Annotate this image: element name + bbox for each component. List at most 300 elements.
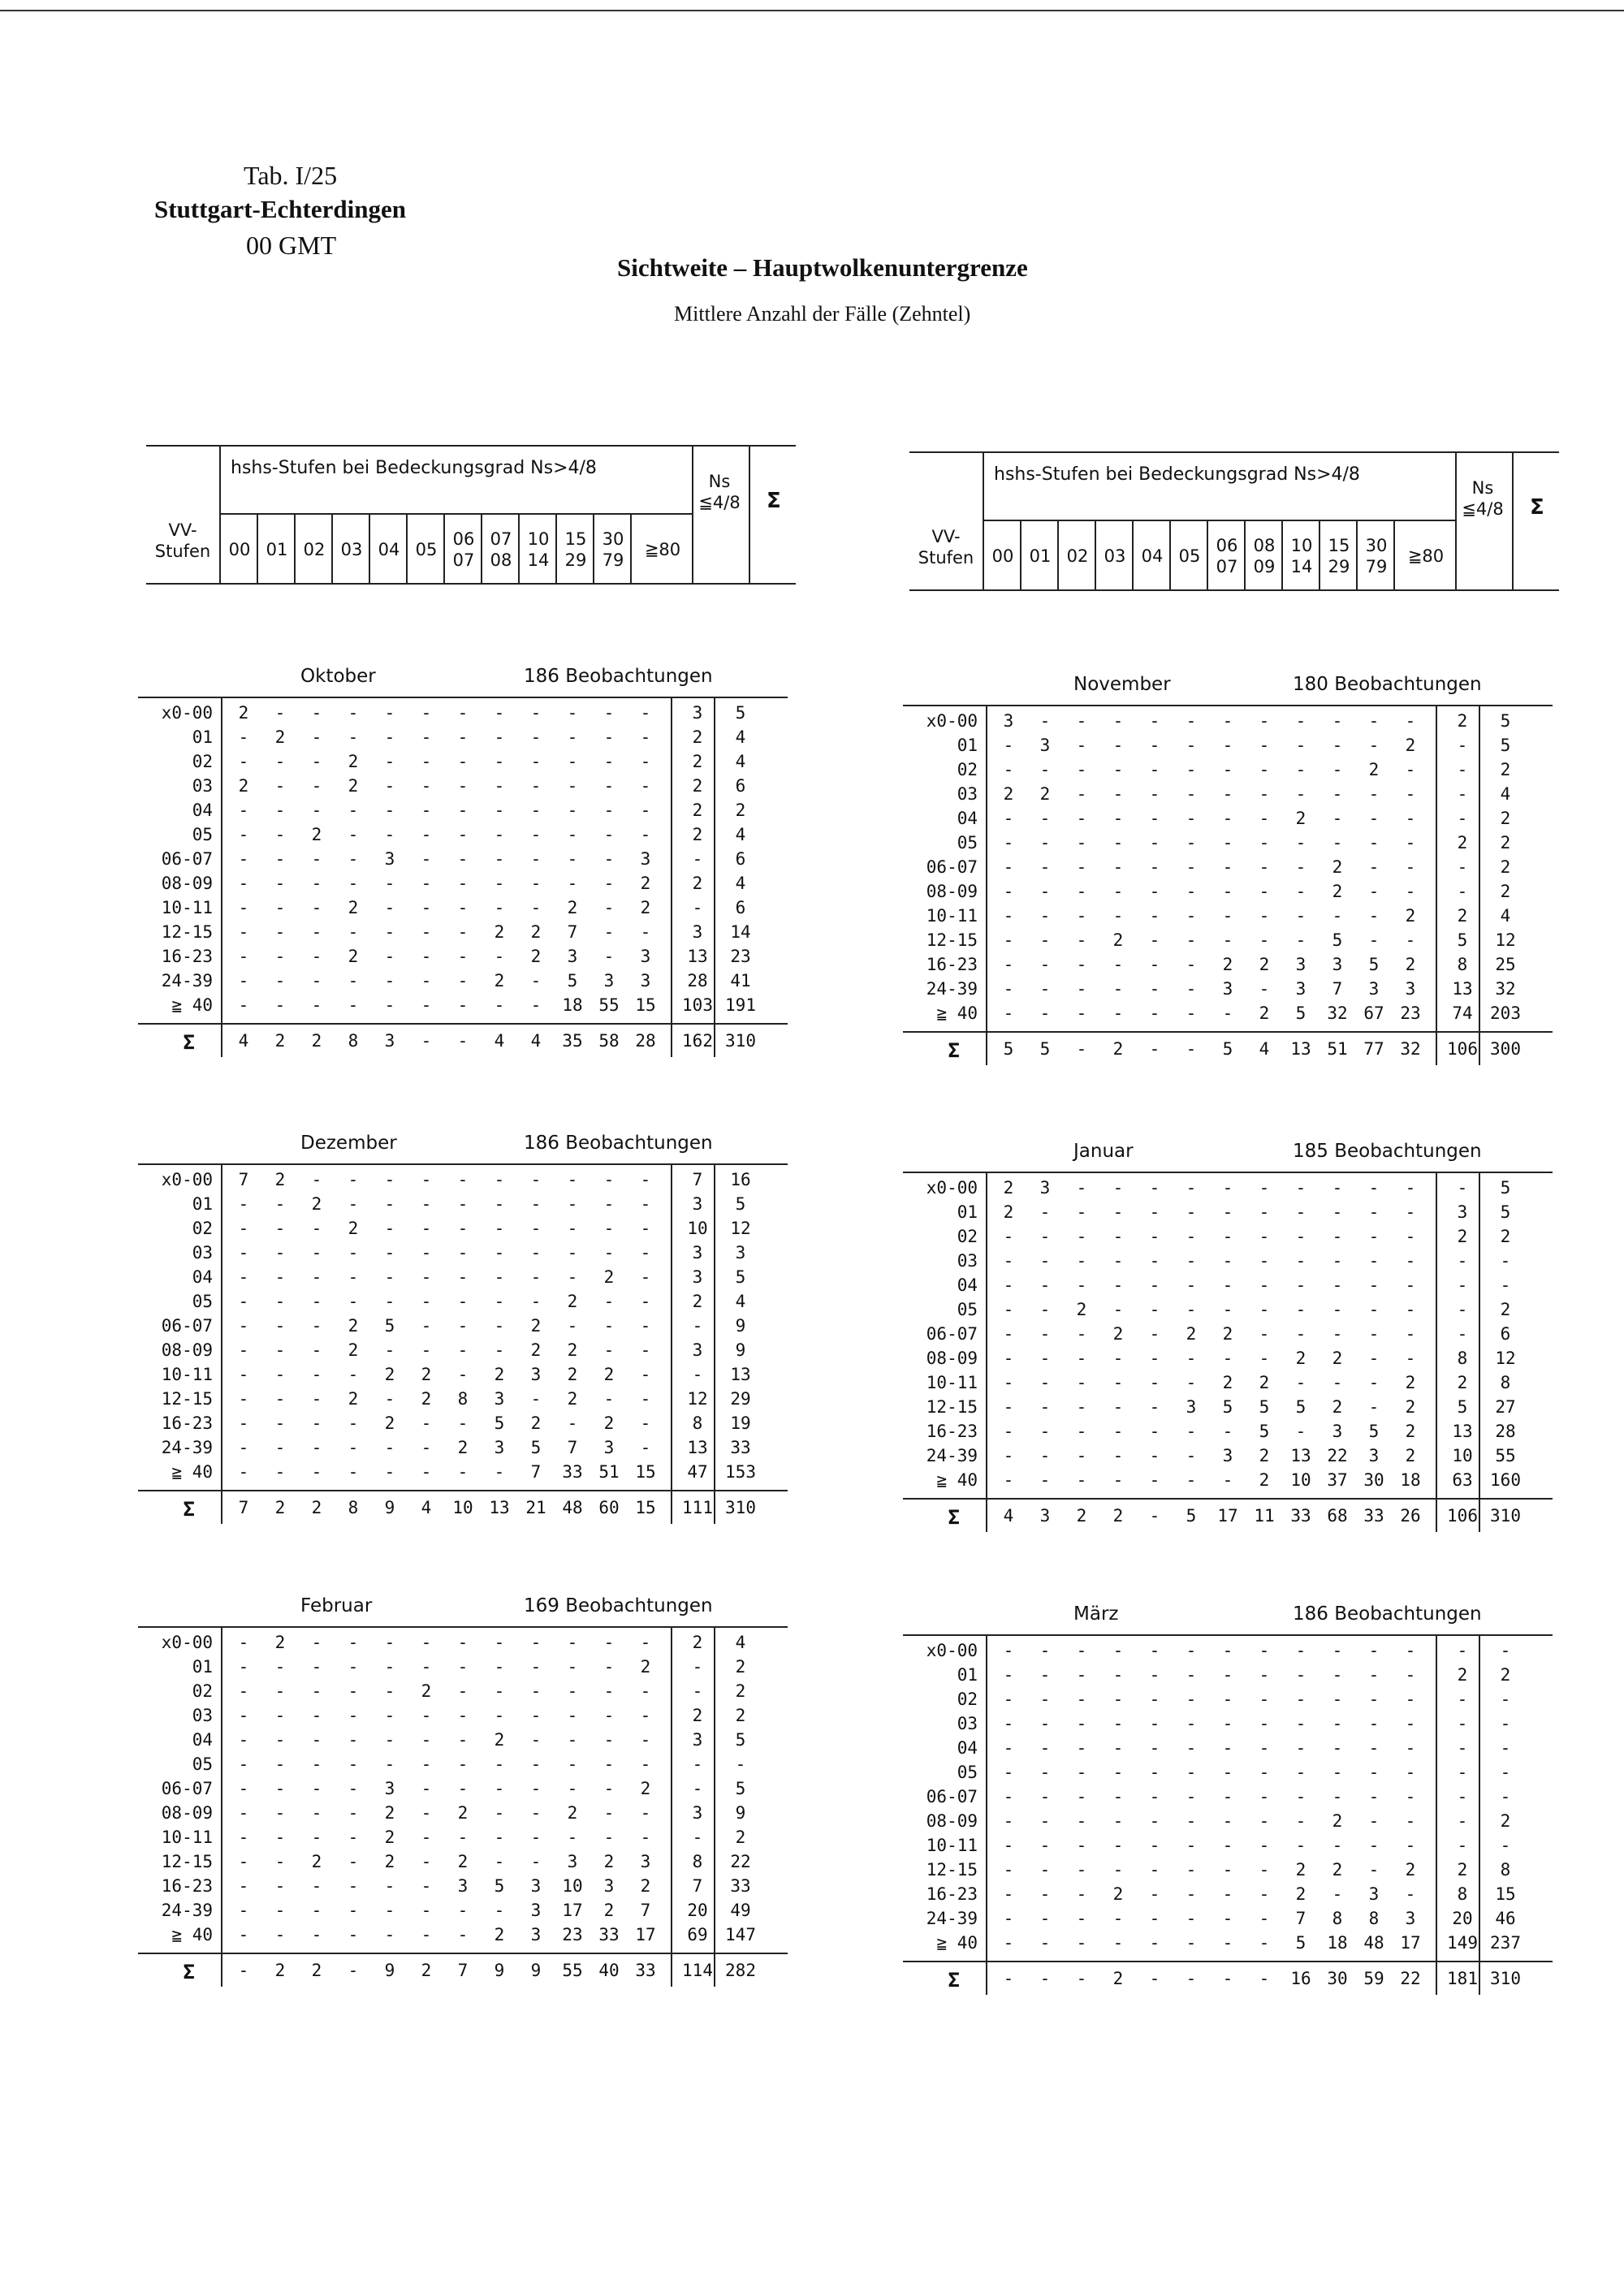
- cell-value: -: [1003, 736, 1014, 755]
- cell-value: -: [640, 1170, 651, 1189]
- cell-value: -: [530, 898, 542, 917]
- cell-value: -: [1003, 1275, 1014, 1295]
- cell-value: -: [384, 1876, 395, 1896]
- row-label: 08-09: [161, 1803, 213, 1823]
- cell-value: -: [1186, 882, 1197, 901]
- cell-value: -: [1186, 1251, 1197, 1271]
- cell-value: -: [421, 1316, 432, 1336]
- cell-value: 2: [1457, 1860, 1468, 1880]
- sum-value: 3: [1039, 1506, 1051, 1526]
- cell-value: -: [494, 1803, 505, 1823]
- table-row: [138, 1194, 788, 1219]
- table-top-rule: [903, 1634, 1553, 1636]
- cell-value: 18: [1400, 1470, 1421, 1490]
- cell-value: 5: [1332, 930, 1343, 950]
- cell-value: 2: [311, 1852, 322, 1871]
- table-row: [138, 874, 788, 898]
- row-label: x0-00: [161, 1170, 213, 1189]
- cell-value: -: [494, 995, 505, 1015]
- cell-value: 2: [1457, 1373, 1468, 1392]
- cell-value: 10: [562, 1876, 583, 1896]
- cell-value: -: [1186, 1738, 1197, 1758]
- cell-value: -: [1186, 1446, 1197, 1465]
- cell-value: -: [1457, 1251, 1468, 1271]
- cell-value: -: [1368, 857, 1380, 877]
- cell-value: -: [1186, 1690, 1197, 1709]
- cell-value: -: [1076, 833, 1087, 852]
- cell-value: -: [348, 922, 359, 942]
- month-table-2: [138, 1133, 780, 1539]
- table-row: [903, 1373, 1553, 1397]
- cell-value: -: [640, 1803, 651, 1823]
- cell-value: 3: [1457, 1202, 1468, 1222]
- row-label: x0-00: [161, 1633, 213, 1652]
- cell-value: -: [1186, 1909, 1197, 1928]
- sum-value: 5: [1222, 1039, 1233, 1059]
- sum-value: 2: [1112, 1969, 1124, 1988]
- cell-value: 4: [1500, 906, 1511, 926]
- cell-value: -: [1222, 1641, 1233, 1660]
- row-label: 12-15: [926, 1860, 978, 1880]
- cell-value: -: [1295, 1227, 1307, 1246]
- cell-value: -: [421, 1730, 432, 1750]
- cell-value: -: [1003, 955, 1014, 974]
- cell-value: -: [1259, 711, 1270, 731]
- cell-value: 5: [530, 1438, 542, 1457]
- level-cell-10: 30 79: [1356, 521, 1395, 591]
- cell-value: -: [1149, 784, 1160, 804]
- sum-value: 2: [1112, 1506, 1124, 1526]
- cell-value: -: [1332, 1665, 1343, 1685]
- cell-value: -: [1039, 711, 1051, 731]
- cell-value: -: [384, 1901, 395, 1920]
- cell-value: -: [457, 1170, 469, 1189]
- month-table-4: [138, 1595, 780, 2001]
- cell-value: -: [384, 1925, 395, 1944]
- cell-value: -: [1222, 1738, 1233, 1758]
- cell-value: -: [1500, 1275, 1511, 1295]
- sum-value: 15: [635, 1498, 656, 1517]
- cell-value: -: [1368, 1665, 1380, 1685]
- cell-value: -: [1186, 736, 1197, 755]
- cell-value: -: [1457, 736, 1468, 755]
- cell-value: -: [1259, 906, 1270, 926]
- cell-value: 2: [494, 1925, 505, 1944]
- cell-value: -: [311, 703, 322, 723]
- cell-value: -: [1149, 1909, 1160, 1928]
- cell-value: -: [1149, 1275, 1160, 1295]
- level-cell-5: 05: [406, 515, 445, 585]
- row-label: 10-11: [161, 1828, 213, 1847]
- level-cell-2: 02: [294, 515, 333, 585]
- cell-value: 2: [1295, 1884, 1307, 1904]
- cell-value: 2: [735, 801, 746, 820]
- cell-value: -: [1332, 1738, 1343, 1758]
- table-row: [138, 1730, 788, 1754]
- cell-value: -: [421, 1803, 432, 1823]
- cell-value: -: [457, 947, 469, 966]
- cell-value: -: [1039, 1349, 1051, 1368]
- cell-value: -: [1076, 1251, 1087, 1271]
- cell-value: -: [421, 1267, 432, 1287]
- cell-value: -: [1112, 1422, 1124, 1441]
- cell-value: 2: [494, 1730, 505, 1750]
- cell-value: -: [1039, 1665, 1051, 1685]
- cell-value: 2: [238, 776, 249, 796]
- cell-value: 2: [692, 1633, 703, 1652]
- cell-value: 2: [384, 1852, 395, 1871]
- cell-value: -: [1368, 809, 1380, 828]
- cell-value: 3: [692, 1803, 703, 1823]
- cell-value: 7: [692, 1876, 703, 1896]
- cell-value: 33: [730, 1876, 751, 1896]
- cell-value: -: [603, 776, 615, 796]
- cell-value: -: [457, 1730, 469, 1750]
- cell-value: -: [567, 703, 578, 723]
- observation-time: 00 GMT: [246, 231, 337, 260]
- cell-value: -: [1332, 1787, 1343, 1806]
- cell-value: 2: [567, 1365, 578, 1384]
- cell-value: -: [530, 1170, 542, 1189]
- level-cell-3: 03: [331, 515, 370, 585]
- cell-value: -: [348, 1633, 359, 1652]
- cell-value: -: [384, 1633, 395, 1652]
- cell-value: -: [1457, 1836, 1468, 1855]
- cell-value: 5: [1368, 1422, 1380, 1441]
- cell-value: -: [1222, 1836, 1233, 1855]
- cell-value: -: [384, 727, 395, 747]
- row-label: 03: [957, 1251, 978, 1271]
- cell-value: 3: [692, 1194, 703, 1214]
- cell-value: -: [311, 1901, 322, 1920]
- cell-value: 10: [1290, 1470, 1311, 1490]
- table-row: [903, 1787, 1553, 1811]
- cell-value: -: [348, 1243, 359, 1262]
- row-label: 16-23: [926, 955, 978, 974]
- cell-value: 63: [1452, 1470, 1473, 1490]
- cell-value: -: [640, 1633, 651, 1652]
- cell-value: -: [1457, 760, 1468, 779]
- cell-value: -: [1003, 930, 1014, 950]
- cell-value: -: [1259, 1665, 1270, 1685]
- table-row: [138, 1340, 788, 1365]
- row-label: 03: [192, 1706, 213, 1725]
- table-row: [138, 849, 788, 874]
- cell-value: 2: [1405, 1446, 1416, 1465]
- table-row: [903, 1763, 1553, 1787]
- cell-value: 153: [725, 1462, 756, 1482]
- cell-value: -: [1003, 1787, 1014, 1806]
- cell-value: -: [311, 922, 322, 942]
- cell-value: -: [1003, 906, 1014, 926]
- sum-value: 9: [530, 1961, 542, 1980]
- cell-value: -: [457, 1901, 469, 1920]
- cell-value: -: [274, 874, 286, 893]
- cell-value: -: [1405, 1738, 1416, 1758]
- cell-value: -: [567, 1316, 578, 1336]
- cell-value: -: [1295, 760, 1307, 779]
- sum-value: 33: [635, 1961, 656, 1980]
- cell-value: -: [1149, 1665, 1160, 1685]
- cell-value: 2: [603, 1365, 615, 1384]
- cell-value: -: [1222, 1227, 1233, 1246]
- table-row: [903, 1470, 1553, 1495]
- row-label: 05: [957, 1763, 978, 1782]
- row-label: 06-07: [926, 857, 978, 877]
- cell-value: -: [274, 1292, 286, 1311]
- cell-value: 2: [1332, 882, 1343, 901]
- cell-value: -: [494, 1828, 505, 1847]
- cell-value: -: [1222, 1251, 1233, 1271]
- sum-value: 68: [1327, 1506, 1348, 1526]
- cell-value: 48: [1363, 1933, 1384, 1953]
- cell-value: -: [1003, 833, 1014, 852]
- cell-value: -: [692, 849, 703, 869]
- cell-value: 27: [1495, 1397, 1516, 1417]
- cell-value: -: [274, 971, 286, 990]
- cell-value: -: [457, 1754, 469, 1774]
- sum-value: 21: [525, 1498, 546, 1517]
- cell-value: -: [1039, 1397, 1051, 1417]
- cell-value: -: [311, 1657, 322, 1677]
- cell-value: -: [1332, 1373, 1343, 1392]
- cell-value: 2: [384, 1365, 395, 1384]
- cell-value: 4: [735, 825, 746, 844]
- cell-value: -: [735, 1754, 746, 1774]
- cell-value: -: [274, 947, 286, 966]
- sum-separator-rule: [138, 1490, 788, 1491]
- cell-value: 2: [692, 825, 703, 844]
- cell-value: -: [384, 1706, 395, 1725]
- sum-value: 7: [238, 1498, 249, 1517]
- cell-value: -: [1259, 1178, 1270, 1198]
- month-table-1: [903, 674, 1544, 1080]
- table-row: [138, 1438, 788, 1462]
- cell-value: -: [494, 1340, 505, 1360]
- cell-value: -: [530, 1803, 542, 1823]
- cell-value: -: [1222, 1811, 1233, 1831]
- cell-value: -: [1295, 711, 1307, 731]
- cell-value: -: [603, 922, 615, 942]
- cell-value: 2: [1259, 1470, 1270, 1490]
- level-cells: [219, 513, 692, 585]
- row-label: 02: [957, 1227, 978, 1246]
- cell-value: 2: [640, 1779, 651, 1798]
- cell-value: -: [1112, 1811, 1124, 1831]
- sum-value: -: [1076, 1969, 1087, 1988]
- cell-value: 7: [567, 922, 578, 942]
- cell-value: -: [494, 1852, 505, 1871]
- cell-value: -: [348, 849, 359, 869]
- cell-value: -: [1039, 1787, 1051, 1806]
- row-label: 02: [192, 1219, 213, 1238]
- cell-value: -: [457, 922, 469, 942]
- cell-value: 5: [735, 1267, 746, 1287]
- cell-value: -: [1076, 930, 1087, 950]
- cell-value: -: [1368, 711, 1380, 731]
- cell-value: 2: [1332, 1811, 1343, 1831]
- cell-value: -: [457, 898, 469, 917]
- cell-value: -: [1405, 1324, 1416, 1344]
- cell-value: -: [421, 849, 432, 869]
- cell-value: -: [238, 825, 249, 844]
- cell-value: -: [1003, 1714, 1014, 1733]
- cell-value: -: [1039, 1003, 1051, 1023]
- cell-value: -: [1112, 882, 1124, 901]
- cell-value: -: [1076, 1641, 1087, 1660]
- cell-value: -: [1076, 1738, 1087, 1758]
- cell-value: -: [1259, 1836, 1270, 1855]
- cell-value: -: [348, 874, 359, 893]
- cell-value: -: [640, 1194, 651, 1214]
- cell-value: -: [1186, 1641, 1197, 1660]
- sum-value: 33: [1290, 1506, 1311, 1526]
- cell-value: -: [1368, 882, 1380, 901]
- cell-value: -: [238, 1413, 249, 1433]
- cell-value: -: [1332, 1763, 1343, 1782]
- month-name: Februar: [300, 1595, 373, 1616]
- cell-value: 2: [457, 1852, 469, 1871]
- table-row: [138, 1803, 788, 1828]
- cell-value: -: [1149, 1300, 1160, 1319]
- cell-value: -: [238, 1462, 249, 1482]
- cell-value: 47: [687, 1462, 708, 1482]
- cell-value: -: [1259, 1227, 1270, 1246]
- cell-value: 7: [1332, 979, 1343, 999]
- cell-value: -: [1039, 1738, 1051, 1758]
- cell-value: 3: [692, 1730, 703, 1750]
- sum-row-label: Σ: [183, 1961, 195, 1983]
- table-row: [138, 703, 788, 727]
- column-header-left: [146, 445, 796, 585]
- row-label: 10-11: [926, 1836, 978, 1855]
- cell-value: -: [421, 1292, 432, 1311]
- cell-value: 3: [692, 703, 703, 723]
- cell-value: -: [1003, 1933, 1014, 1953]
- cell-value: -: [1076, 1349, 1087, 1368]
- cell-value: -: [274, 1681, 286, 1701]
- sum-value: 8: [348, 1498, 359, 1517]
- cell-value: -: [1259, 1738, 1270, 1758]
- cell-value: 5: [1259, 1397, 1270, 1417]
- row-label: 16-23: [161, 1876, 213, 1896]
- cell-value: 3: [494, 1389, 505, 1409]
- cell-value: -: [1186, 1003, 1197, 1023]
- cell-value: -: [1368, 736, 1380, 755]
- cell-value: 2: [1457, 711, 1468, 731]
- cell-value: -: [1186, 1787, 1197, 1806]
- cell-value: -: [421, 1925, 432, 1944]
- cell-value: 3: [603, 971, 615, 990]
- cell-value: 4: [735, 727, 746, 747]
- cell-value: -: [1149, 736, 1160, 755]
- cell-value: 2: [1500, 1665, 1511, 1685]
- table-row: [903, 1202, 1553, 1227]
- cell-value: -: [640, 1340, 651, 1360]
- level-cell-7: 08 09: [1244, 521, 1283, 591]
- cell-value: -: [1457, 857, 1468, 877]
- cell-value: -: [457, 1706, 469, 1725]
- row-label: x0-00: [161, 703, 213, 723]
- cell-value: -: [1112, 833, 1124, 852]
- cell-value: -: [238, 1730, 249, 1750]
- cell-value: -: [421, 947, 432, 966]
- cell-value: -: [640, 1316, 651, 1336]
- cell-value: 2: [1500, 1300, 1511, 1319]
- cell-value: 5: [1295, 1397, 1307, 1417]
- cell-value: 2: [1259, 1373, 1270, 1392]
- cell-value: -: [1368, 1373, 1380, 1392]
- cell-value: -: [1039, 833, 1051, 852]
- cell-value: -: [1457, 1275, 1468, 1295]
- row-label: 05: [957, 833, 978, 852]
- cell-value: -: [1295, 1836, 1307, 1855]
- row-label: 05: [957, 1300, 978, 1319]
- cell-value: -: [1259, 1763, 1270, 1782]
- cell-value: 33: [730, 1438, 751, 1457]
- cell-value: -: [1112, 809, 1124, 828]
- sum-value: 59: [1363, 1969, 1384, 1988]
- cell-value: -: [1186, 1275, 1197, 1295]
- cell-value: -: [603, 1292, 615, 1311]
- cell-value: -: [1003, 1324, 1014, 1344]
- sum-value: 8: [348, 1031, 359, 1051]
- sum-row: [138, 1498, 788, 1522]
- cell-value: -: [1186, 1300, 1197, 1319]
- cell-value: -: [1149, 1738, 1160, 1758]
- cell-value: -: [1039, 1422, 1051, 1441]
- cell-value: -: [1457, 1811, 1468, 1831]
- cell-value: 5: [735, 1730, 746, 1750]
- cell-value: -: [421, 1706, 432, 1725]
- cell-value: -: [457, 874, 469, 893]
- level-cell-3: 03: [1095, 521, 1134, 591]
- cell-value: 2: [457, 1803, 469, 1823]
- cell-value: -: [1222, 906, 1233, 926]
- cell-value: -: [1405, 1836, 1416, 1855]
- cell-value: 2: [735, 1706, 746, 1725]
- month-name: Dezember: [300, 1133, 397, 1154]
- cell-value: -: [421, 727, 432, 747]
- cell-value: -: [1112, 1251, 1124, 1271]
- sum-row: [903, 1506, 1553, 1530]
- table-row: [903, 711, 1553, 736]
- cell-value: -: [1112, 1787, 1124, 1806]
- cell-value: -: [494, 1194, 505, 1214]
- cell-value: -: [421, 1340, 432, 1360]
- cell-value: 5: [1457, 1397, 1468, 1417]
- cell-value: 13: [1290, 1446, 1311, 1465]
- cell-value: 3: [1039, 1178, 1051, 1198]
- sum-row-label: Σ: [948, 1969, 960, 1992]
- cell-value: -: [238, 1657, 249, 1677]
- cell-value: 8: [1500, 1860, 1511, 1880]
- cell-value: -: [1222, 930, 1233, 950]
- cell-value: -: [421, 1852, 432, 1871]
- sum-value: 181: [1447, 1969, 1478, 1988]
- cell-value: -: [384, 1340, 395, 1360]
- cell-value: -: [311, 1803, 322, 1823]
- observation-count: 169 Beobachtungen: [524, 1595, 713, 1616]
- cell-value: -: [1003, 1665, 1014, 1685]
- cell-value: -: [494, 1219, 505, 1238]
- vv-stufen-label: [146, 520, 219, 562]
- cell-value: 5: [1500, 711, 1511, 731]
- cell-value: -: [1259, 809, 1270, 828]
- cell-value: -: [1112, 1275, 1124, 1295]
- cell-value: 3: [692, 1243, 703, 1262]
- level-cell-11: ≧80: [630, 515, 693, 585]
